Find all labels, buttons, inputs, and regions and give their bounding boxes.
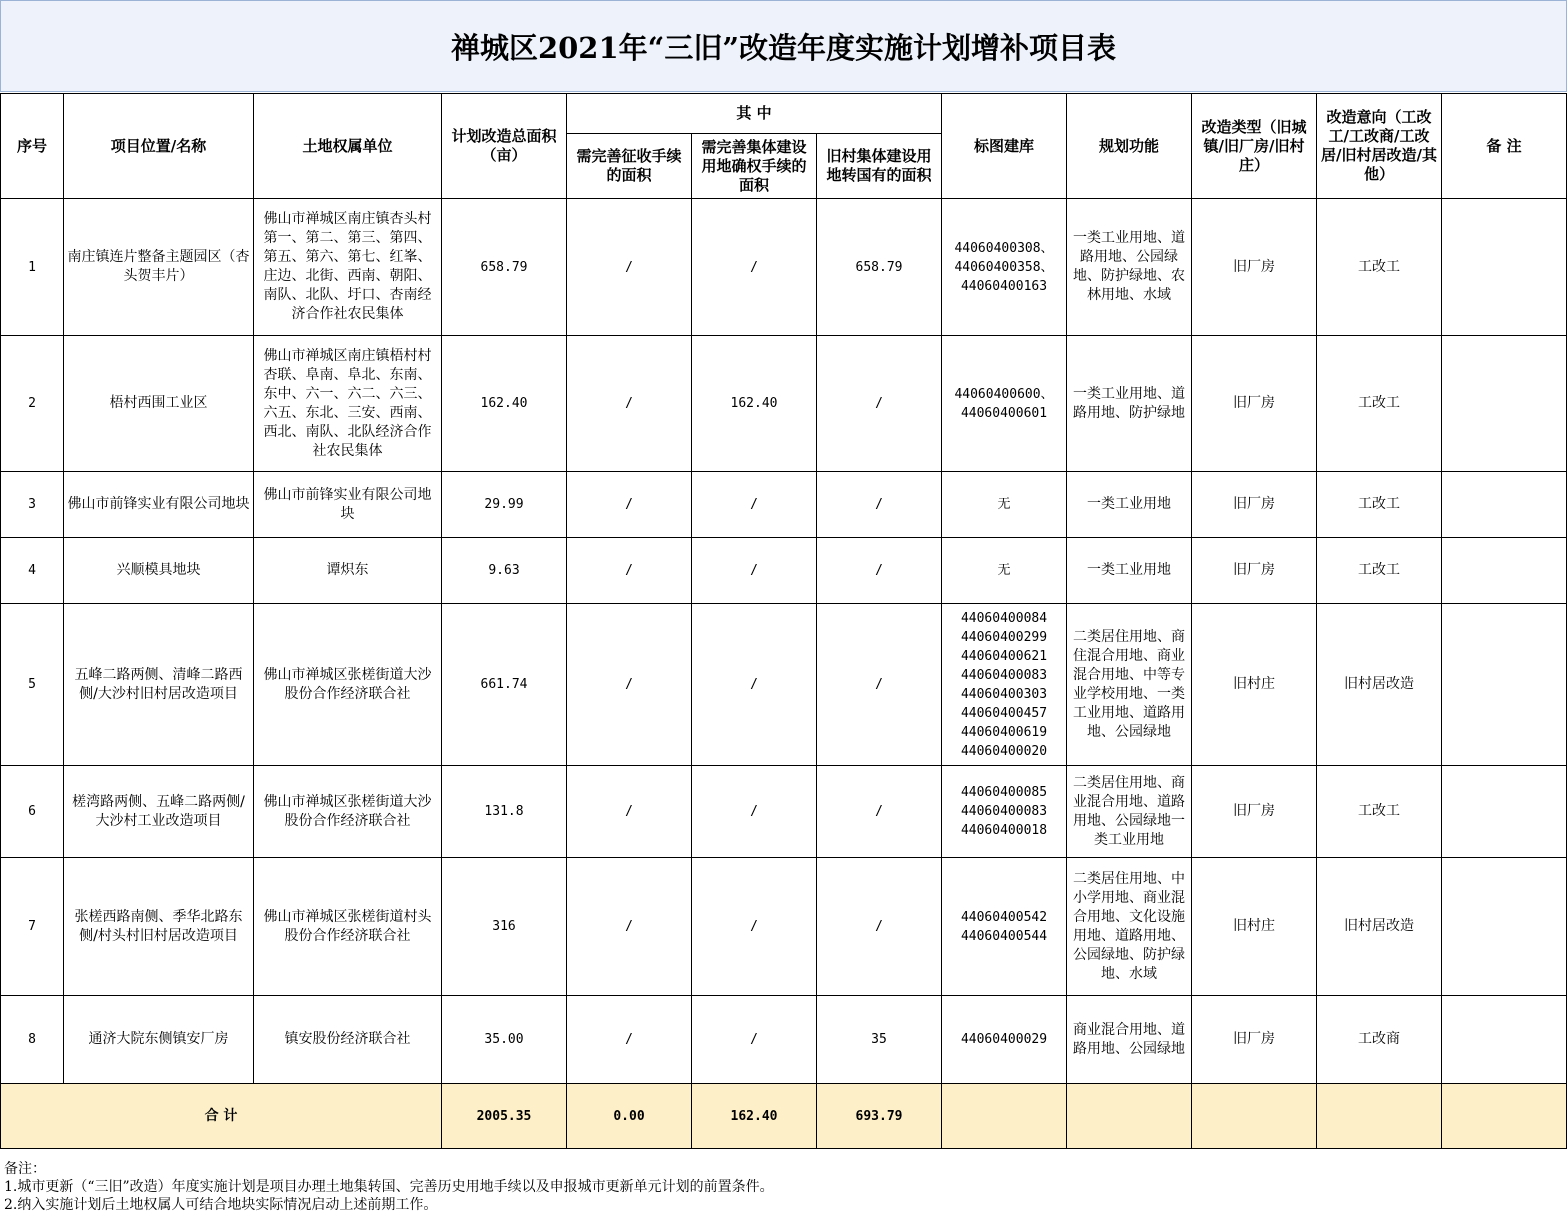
- cell-a3: 658.79: [817, 199, 942, 336]
- cell-remark: [1442, 472, 1567, 538]
- header-area: 计划改造总面积（亩）: [442, 94, 567, 199]
- cell-a2: /: [692, 766, 817, 858]
- cell-a1: /: [567, 996, 692, 1084]
- total-a1: 0.00: [567, 1084, 692, 1149]
- cell-codes: 44060400085 44060400083 44060400018: [942, 766, 1067, 858]
- cell-a3: /: [817, 766, 942, 858]
- cell-a3: /: [817, 336, 942, 472]
- total-label: 合 计: [1, 1084, 442, 1149]
- notes-heading: 备注：: [4, 1161, 46, 1177]
- header-owner: 土地权属单位: [254, 94, 442, 199]
- cell-function: 一类工业用地、道路用地、公园绿地、防护绿地、农林用地、水域: [1067, 199, 1192, 336]
- cell-codes: 44060400029: [942, 996, 1067, 1084]
- cell-remark: [1442, 538, 1567, 604]
- cell-intent: 工改商: [1317, 996, 1442, 1084]
- total-a3: 693.79: [817, 1084, 942, 1149]
- cell-location: 通济大院东侧镇安厂房: [64, 996, 254, 1084]
- cell-area: 658.79: [442, 199, 567, 336]
- cell-function: 商业混合用地、道路用地、公园绿地: [1067, 996, 1192, 1084]
- cell-function: 一类工业用地: [1067, 538, 1192, 604]
- cell-seq: 3: [1, 472, 64, 538]
- cell-seq: 1: [1, 199, 64, 336]
- cell-owner: 镇安股份经济联合社: [254, 996, 442, 1084]
- cell-owner: 佛山市禅城区张槎街道大沙股份合作经济联合社: [254, 766, 442, 858]
- cell-seq: 2: [1, 336, 64, 472]
- cell-seq: 7: [1, 858, 64, 996]
- cell-type: 旧厂房: [1192, 766, 1317, 858]
- cell-type: 旧村庄: [1192, 858, 1317, 996]
- table-row: [1, 858, 1567, 996]
- cell-type: 旧厂房: [1192, 199, 1317, 336]
- cell-a3: /: [817, 472, 942, 538]
- cell-location: 张槎西路南侧、季华北路东侧/村头村旧村居改造项目: [64, 858, 254, 996]
- cell-a3: /: [817, 858, 942, 996]
- cell-a1: /: [567, 604, 692, 766]
- cell-codes: 44060400542 44060400544: [942, 858, 1067, 996]
- table-row: [1, 996, 1567, 1084]
- notes: [4, 1160, 774, 1214]
- cell-remark: [1442, 604, 1567, 766]
- cell-codes: 44060400600、 44060400601: [942, 336, 1067, 472]
- header-sub3: 旧村集体建设用地转国有的面积: [817, 134, 942, 199]
- cell-intent: 工改工: [1317, 766, 1442, 858]
- cell-codes: 无: [942, 472, 1067, 538]
- header-seq: 序号: [1, 94, 64, 199]
- cell-intent: 工改工: [1317, 538, 1442, 604]
- cell-function: 一类工业用地: [1067, 472, 1192, 538]
- cell-intent: 工改工: [1317, 472, 1442, 538]
- cell-area: 35.00: [442, 996, 567, 1084]
- cell-area: 29.99: [442, 472, 567, 538]
- header-sub1: 需完善征收手续的面积: [567, 134, 692, 199]
- cell-function: 一类工业用地、道路用地、防护绿地: [1067, 336, 1192, 472]
- project-table: [0, 93, 1567, 1149]
- header-function: 规划功能: [1067, 94, 1192, 199]
- cell-a1: /: [567, 538, 692, 604]
- cell-remark: [1442, 199, 1567, 336]
- cell-seq: 4: [1, 538, 64, 604]
- header-type: 改造类型（旧城镇/旧厂房/旧村庄）: [1192, 94, 1317, 199]
- cell-a3: 35: [817, 996, 942, 1084]
- cell-a1: /: [567, 766, 692, 858]
- cell-function: 二类居住用地、中小学用地、商业混合用地、文化设施用地、道路用地、公园绿地、防护绿地、水域: [1067, 858, 1192, 996]
- total-empty: [1192, 1084, 1317, 1149]
- page-title: 禅城区2021年“三旧”改造年度实施计划增补项目表: [0, 0, 1567, 92]
- cell-intent: 旧村居改造: [1317, 858, 1442, 996]
- cell-area: 131.8: [442, 766, 567, 858]
- cell-area: 661.74: [442, 604, 567, 766]
- total-empty: [1317, 1084, 1442, 1149]
- cell-location: 兴顺模具地块: [64, 538, 254, 604]
- cell-remark: [1442, 766, 1567, 858]
- header-location: 项目位置/名称: [64, 94, 254, 199]
- header-remark: 备 注: [1442, 94, 1567, 199]
- cell-a2: /: [692, 604, 817, 766]
- cell-remark: [1442, 858, 1567, 996]
- cell-remark: [1442, 336, 1567, 472]
- cell-intent: 旧村居改造: [1317, 604, 1442, 766]
- cell-owner: 佛山市禅城区张槎街道村头股份合作经济联合社: [254, 858, 442, 996]
- cell-type: 旧村庄: [1192, 604, 1317, 766]
- cell-codes: 44060400308、 44060400358、 44060400163: [942, 199, 1067, 336]
- cell-function: 二类居住用地、商业混合用地、道路用地、公园绿地一类工业用地: [1067, 766, 1192, 858]
- cell-type: 旧厂房: [1192, 538, 1317, 604]
- table-row: [1, 472, 1567, 538]
- cell-type: 旧厂房: [1192, 472, 1317, 538]
- cell-a3: /: [817, 538, 942, 604]
- cell-location: 南庄镇连片整备主题园区（杏头贺丰片）: [64, 199, 254, 336]
- cell-seq: 5: [1, 604, 64, 766]
- note-item-2: 2.纳入实施计划后土地权属人可结合地块实际情况启动上述前期工作。: [4, 1197, 438, 1213]
- cell-seq: 6: [1, 766, 64, 858]
- total-empty: [1442, 1084, 1567, 1149]
- header-sub2: 需完善集体建设用地确权手续的面积: [692, 134, 817, 199]
- cell-codes: 44060400084 44060400299 44060400621 44060400083 44060400303 44060400457 44060400619 44060400020: [942, 604, 1067, 766]
- cell-a2: /: [692, 538, 817, 604]
- cell-location: 佛山市前锋实业有限公司地块: [64, 472, 254, 538]
- total-empty: [1067, 1084, 1192, 1149]
- cell-a3: /: [817, 604, 942, 766]
- cell-a2: 162.40: [692, 336, 817, 472]
- total-row: [1, 1084, 1567, 1149]
- cell-type: 旧厂房: [1192, 336, 1317, 472]
- cell-seq: 8: [1, 996, 64, 1084]
- cell-a1: /: [567, 336, 692, 472]
- cell-a2: /: [692, 996, 817, 1084]
- cell-area: 316: [442, 858, 567, 996]
- cell-a2: /: [692, 199, 817, 336]
- note-item-1: 1.城市更新（“三旧”改造）年度实施计划是项目办理土地集转国、完善历史用地手续以及申报城市更新单元计划的前置条件。: [4, 1179, 774, 1195]
- header-of-which: 其 中: [567, 94, 942, 134]
- cell-remark: [1442, 996, 1567, 1084]
- table-row: [1, 336, 1567, 472]
- cell-codes: 无: [942, 538, 1067, 604]
- cell-area: 162.40: [442, 336, 567, 472]
- cell-a2: /: [692, 472, 817, 538]
- header-intent: 改造意向（工改工/工改商/工改居/旧村居改造/其他）: [1317, 94, 1442, 199]
- cell-owner: 谭炽东: [254, 538, 442, 604]
- cell-intent: 工改工: [1317, 199, 1442, 336]
- cell-a1: /: [567, 199, 692, 336]
- cell-function: 二类居住用地、商住混合用地、商业混合用地、中等专业学校用地、一类工业用地、道路用地、公园绿地: [1067, 604, 1192, 766]
- cell-owner: 佛山市禅城区南庄镇杏头村第一、第二、第三、第四、第五、第六、第七、红峯、庄边、北街、西南、朝阳、南队、北队、圩口、杏南经济合作社农民集体: [254, 199, 442, 336]
- cell-type: 旧厂房: [1192, 996, 1317, 1084]
- cell-area: 9.63: [442, 538, 567, 604]
- cell-intent: 工改工: [1317, 336, 1442, 472]
- table-row: [1, 538, 1567, 604]
- cell-location: 梧村西围工业区: [64, 336, 254, 472]
- cell-owner: 佛山市禅城区南庄镇梧村村杏联、阜南、阜北、东南、东中、六一、六二、六三、六五、东北、三安、西南、西北、南队、北队经济合作社农民集体: [254, 336, 442, 472]
- cell-location: 槎湾路两侧、五峰二路两侧/大沙村工业改造项目: [64, 766, 254, 858]
- cell-a1: /: [567, 858, 692, 996]
- table-row: [1, 604, 1567, 766]
- table-row: [1, 199, 1567, 336]
- total-a2: 162.40: [692, 1084, 817, 1149]
- cell-a1: /: [567, 472, 692, 538]
- total-empty: [942, 1084, 1067, 1149]
- cell-owner: 佛山市前锋实业有限公司地块: [254, 472, 442, 538]
- cell-a2: /: [692, 858, 817, 996]
- table-row: [1, 766, 1567, 858]
- cell-location: 五峰二路两侧、清峰二路西侧/大沙村旧村居改造项目: [64, 604, 254, 766]
- cell-owner: 佛山市禅城区张槎街道大沙股份合作经济联合社: [254, 604, 442, 766]
- header-codes: 标图建库: [942, 94, 1067, 199]
- total-area: 2005.35: [442, 1084, 567, 1149]
